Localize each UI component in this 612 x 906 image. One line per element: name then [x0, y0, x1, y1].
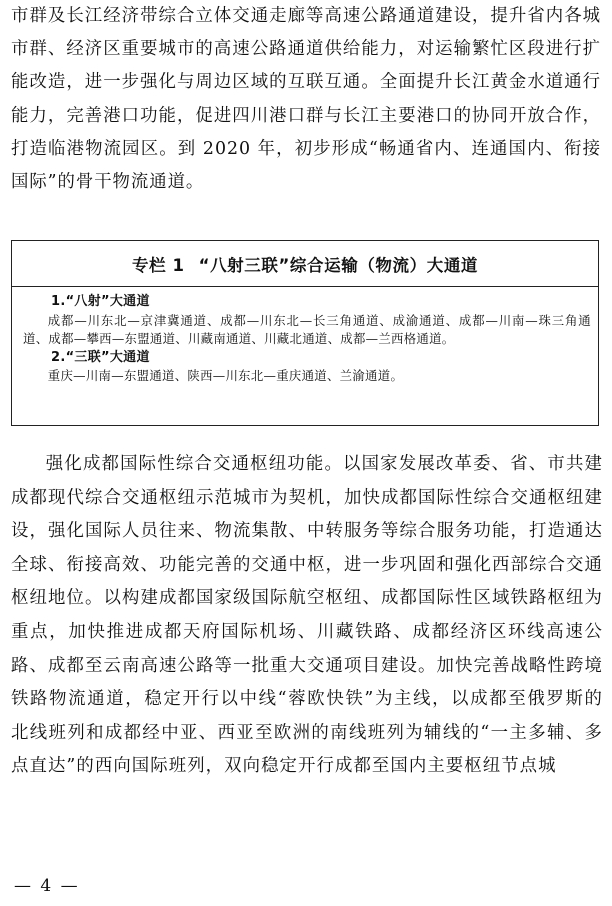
column-box-title-row — [12, 241, 598, 287]
section-heading-1: 1.“八射”大通道 — [51, 294, 150, 309]
section-body-2: 重庆—川南—东盟通道、陕西—川东北—重庆通道、兰渝通道。 — [47, 368, 404, 384]
column-box-title: “八射三联”综合运输（物流）大通道 — [198, 255, 479, 275]
column-box-label: 专栏 1 — [131, 255, 185, 275]
body-paragraph-1: 市群及长江经济带综合立体交通走廊等高速公路通道建设，提升省内各城市群、经济区重要城市的高速公路通道供给能力，对运输繁忙区段进行扩能改造，进一步强化与周边区域的互联互通。全面提升长江黄金水道通行能力，完善港口功能，促进四川港口群与长江主要港口的协同开放合作，打造临港物流园区。到 2020 年，初步形成“畅通省内、连通国内、衔接国际”的骨干物流通道。 — [11, 6, 601, 193]
column-box-body — [23, 293, 591, 386]
body-paragraph-2: 强化成都国际性综合交通枢纽功能。以国家发展改革委、省、市共建成都现代综合交通枢纽示范城市为契机，加快成都国际性综合交通枢纽建设，强化国际人员往来、物流集散、中转服务等综合服务功能，打造通达全球、衔接高效、功能完善的交通中枢，进一步巩固和强化西部综合交通枢纽地位。以构建成都国家级国际航空枢纽、成都国际性区域铁路枢纽为重点，加快推进成都天府国际机场、川藏铁路、成都经济区环线高速公路、成都至云南高速公路等一批重大交通项目建设。加快完善战略性跨境铁路物流通道，稳定开行以中线“蓉欧快铁”为主线，以成都至俄罗斯的北线班列和成都经中亚、西亚至欧洲的南线班列为辅线的“一主多辅、多点直达”的西向国际班列，双向稳定开行成都至国内主要枢纽节点城 — [11, 454, 603, 777]
column-box — [11, 240, 599, 426]
section-body-1: 成都—川东北—京津冀通道、成都—川东北—长三角通道、成渝通道、成都—川南—珠三角通道、成都—攀西—东盟通道、川藏南通道、川藏北通道、成都—兰西格通道。 — [23, 312, 591, 347]
section-heading-2: 2.“三联”大通道 — [51, 349, 150, 365]
page-number: — 4 — — [14, 876, 80, 896]
